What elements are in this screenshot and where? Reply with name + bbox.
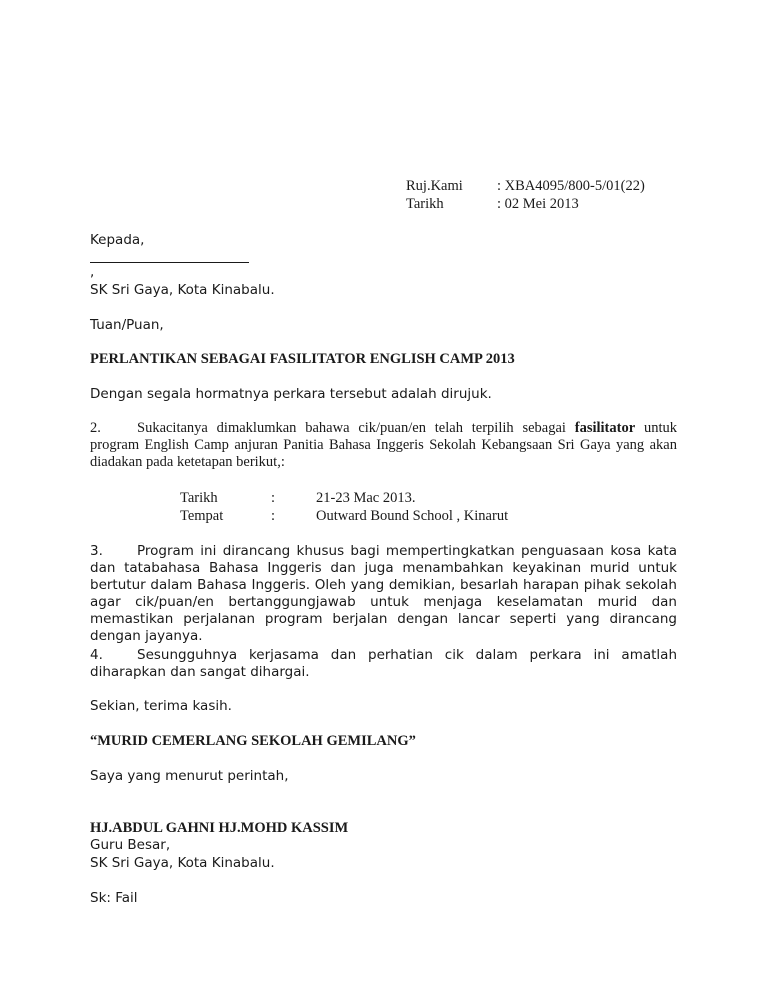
salutation: Tuan/Puan,	[90, 317, 164, 333]
paragraph-4	[90, 647, 677, 681]
schedule-venue-colon: :	[271, 508, 276, 524]
signatory-title: Guru Besar,	[90, 837, 171, 853]
date-label: Tarikh	[406, 196, 444, 212]
paragraph-3-text: Program ini dirancang khusus bagi mempertingkatkan penguasaan kosa kata dan tatabahasa Bahasa Inggeris dan juga menambahkan keyakinan murid untuk bertutur dalam Bahasa Inggeris. Oleh yang demikian, besarlah harapan pihak sekolah agar cik/puan/en bertanggungjawab untuk menjaga keselamatan murid dan memastikan perjalanan program berjalan dengan lancar seperti yang dirancang dengan jayanya.	[90, 543, 677, 644]
paragraph-2-text-a: Sukacitanya dimaklumkan bahawa cik/puan/en telah terpilih sebagai	[137, 420, 575, 436]
closing-phrase: Saya yang menurut perintah,	[90, 768, 289, 784]
paragraph-number: 4.	[90, 647, 103, 663]
schedule-date-label: Tarikh	[180, 490, 218, 506]
school-motto: “MURID CEMERLANG SEKOLAH GEMILANG”	[90, 733, 416, 749]
letter-date: : 02 Mei 2013	[497, 196, 579, 212]
signatory-school: SK Sri Gaya, Kota Kinabalu.	[90, 855, 275, 871]
recipient-kepada: Kepada,	[90, 232, 145, 248]
ref-number: : XBA4095/800-5/01(22)	[497, 178, 645, 194]
paragraph-number: 3.	[90, 543, 103, 559]
paragraph-4-text: Sesungguhnya kerjasama dan perhatian cik dalam perkara ini amatlah diharapkan dan sangat dihargai.	[90, 647, 677, 680]
ref-label: Ruj.Kami	[406, 178, 463, 194]
signatory-name: HJ.ABDUL GAHNI HJ.MOHD KASSIM	[90, 820, 349, 836]
paragraph-2-text-b: untuk program English Camp anjuran Panitia Bahasa Inggeris Sekolah Kebangsaan Sri Gaya yang akan diadakan pada ketetapan berikut,:	[90, 420, 677, 470]
paragraph-2	[90, 420, 677, 471]
paragraph-3	[90, 543, 677, 645]
schedule-venue-label: Tempat	[180, 508, 224, 524]
recipient-comma: ,	[90, 264, 95, 280]
schedule-venue-value: Outward Bound School , Kinarut	[316, 508, 509, 524]
recipient-name-line	[90, 262, 249, 263]
closing: Sekian, terima kasih.	[90, 698, 232, 714]
paragraph-number: 2.	[90, 420, 101, 436]
schedule-date-colon: :	[271, 490, 276, 506]
intro-paragraph: Dengan segala hormatnya perkara tersebut adalah dirujuk.	[90, 386, 492, 402]
recipient-address: SK Sri Gaya, Kota Kinabalu.	[90, 282, 275, 298]
schedule-date-value: 21-23 Mac 2013.	[316, 490, 416, 506]
carbon-copy: Sk: Fail	[90, 890, 138, 906]
subject-heading: PERLANTIKAN SEBAGAI FASILITATOR ENGLISH CAMP 2013	[90, 351, 515, 367]
paragraph-2-bold: fasilitator	[574, 420, 636, 436]
